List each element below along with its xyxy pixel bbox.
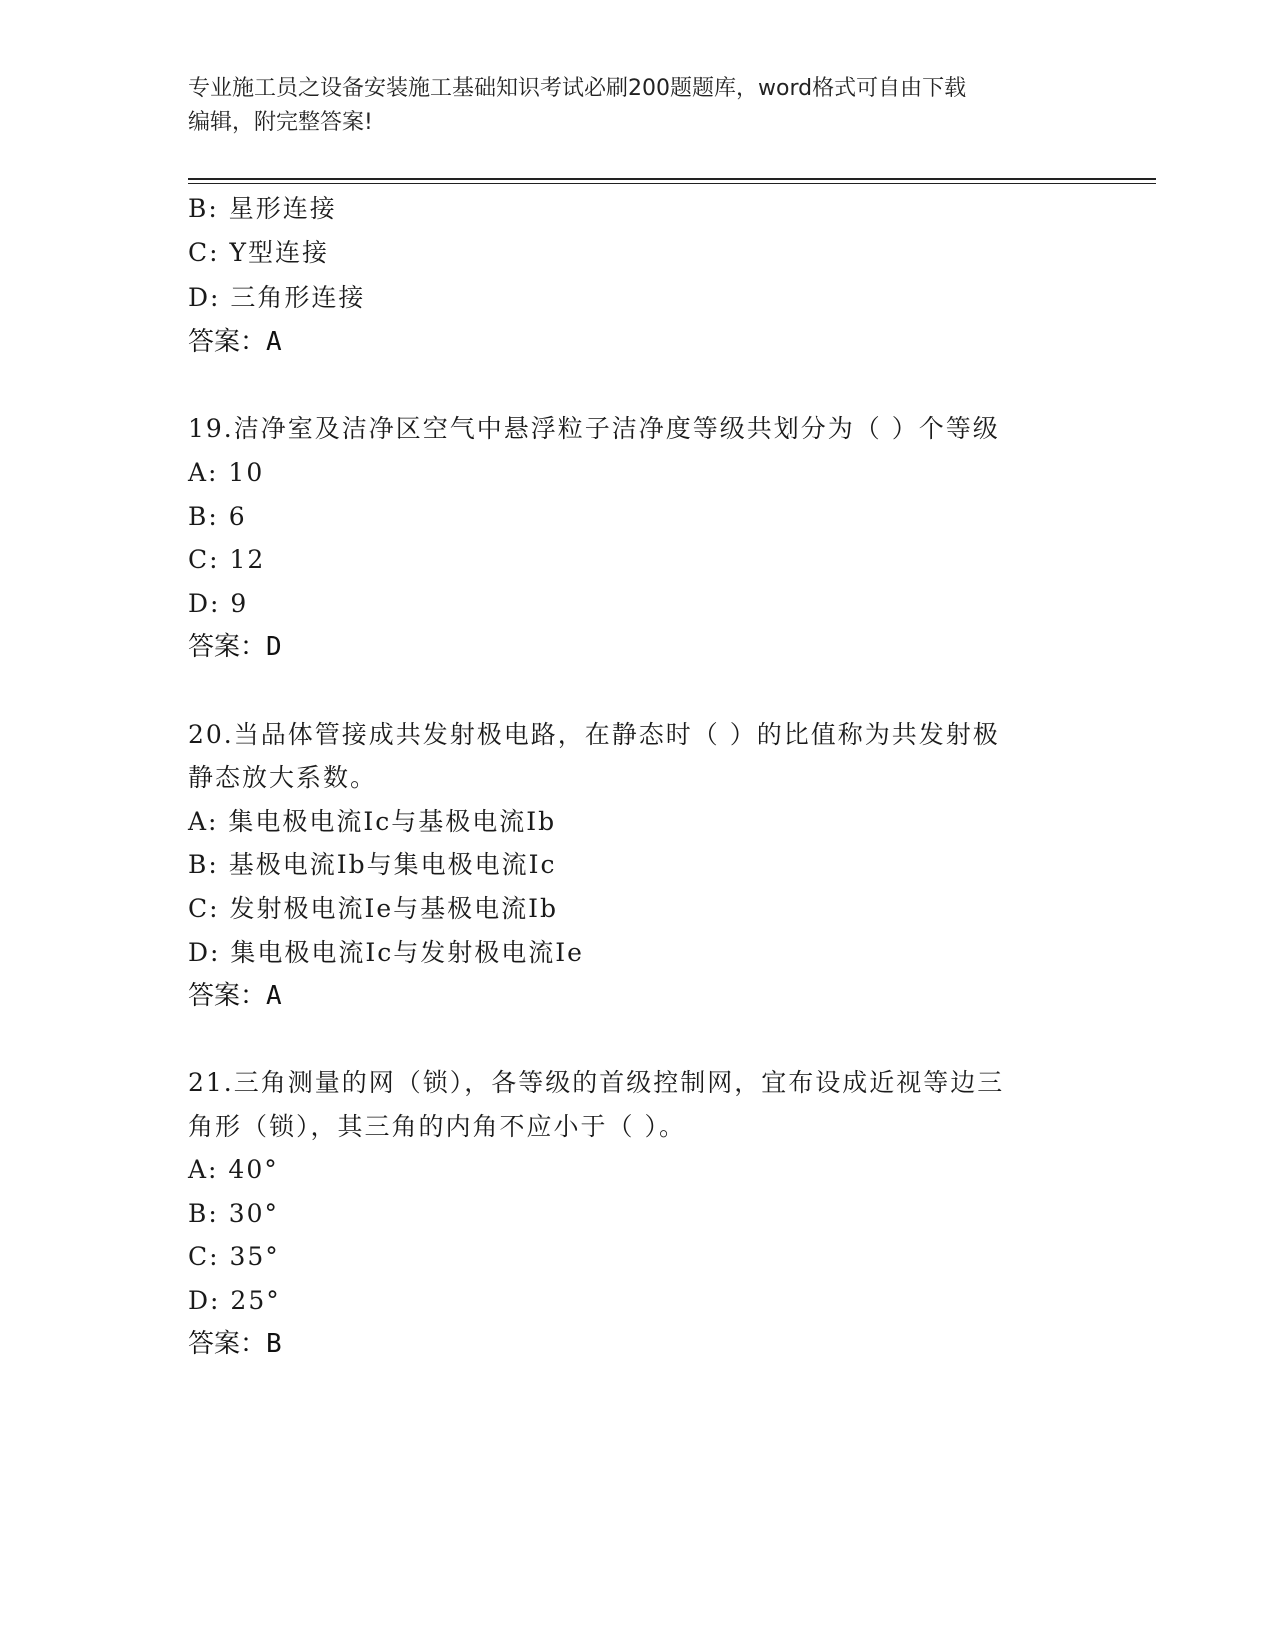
question-19-stem: 19.洁净室及洁净区空气中悬浮粒子洁净度等级共划分为（ ）个等级 (188, 414, 1000, 443)
answer-label: 答案： (188, 632, 267, 662)
header-line-1: 专业施工员之设备安装施工基础知识考试必刷200题题库，word格式可自由下载 (188, 76, 967, 101)
answer-value: A (266, 327, 282, 357)
option-d: D: 三角形连接 (188, 283, 366, 312)
option-b: B: 6 (188, 502, 247, 531)
answer-value: A (266, 981, 282, 1011)
option-b: B: 星形连接 (188, 194, 337, 223)
answer-line (188, 630, 1088, 664)
option-b: B: 30° (188, 1199, 280, 1228)
option-d: D: 9 (188, 589, 249, 618)
option-b: B: 基极电流Ib与集电极电流Ic (188, 850, 557, 879)
answer-line (188, 1327, 1088, 1361)
question-20-stem-line-1: 20.当品体管接成共发射极电路，在静态时（ ）的比值称为共发射极 (188, 720, 1000, 749)
option-a: A: 集电极电流Ic与基极电流Ib (188, 807, 557, 836)
answer-label: 答案： (188, 327, 267, 357)
answer-value: B (266, 1329, 282, 1359)
option-c: C: Y型连接 (188, 238, 330, 267)
answer-value: D (266, 632, 282, 662)
option-c: C: 发射极电流Ie与基极电流Ib (188, 894, 559, 923)
header-line-2: 编辑，附完整答案! (188, 110, 373, 135)
header-rule-thin (188, 183, 1156, 184)
answer-label: 答案： (188, 981, 267, 1011)
option-d: D: 集电极电流Ic与发射极电流Ie (188, 938, 584, 967)
answer-line (188, 325, 1088, 359)
option-a: A: 40° (188, 1155, 279, 1184)
option-a: A: 10 (188, 458, 265, 487)
question-21-stem-line-2: 角形（锁），其三角的内角不应小于（ ）。 (188, 1112, 686, 1141)
answer-label: 答案： (188, 1329, 267, 1359)
header-rule-thick (188, 178, 1156, 180)
option-c: C: 12 (188, 545, 266, 574)
option-c: C: 35° (188, 1242, 280, 1271)
option-d: D: 25° (188, 1286, 281, 1315)
document-header (188, 72, 1088, 140)
question-21-stem-line-1: 21.三角测量的网（锁），各等级的首级控制网，宜布设成近视等边三 (188, 1068, 1005, 1097)
question-20-stem-line-2: 静态放大系数。 (188, 763, 378, 792)
answer-line (188, 979, 1088, 1013)
